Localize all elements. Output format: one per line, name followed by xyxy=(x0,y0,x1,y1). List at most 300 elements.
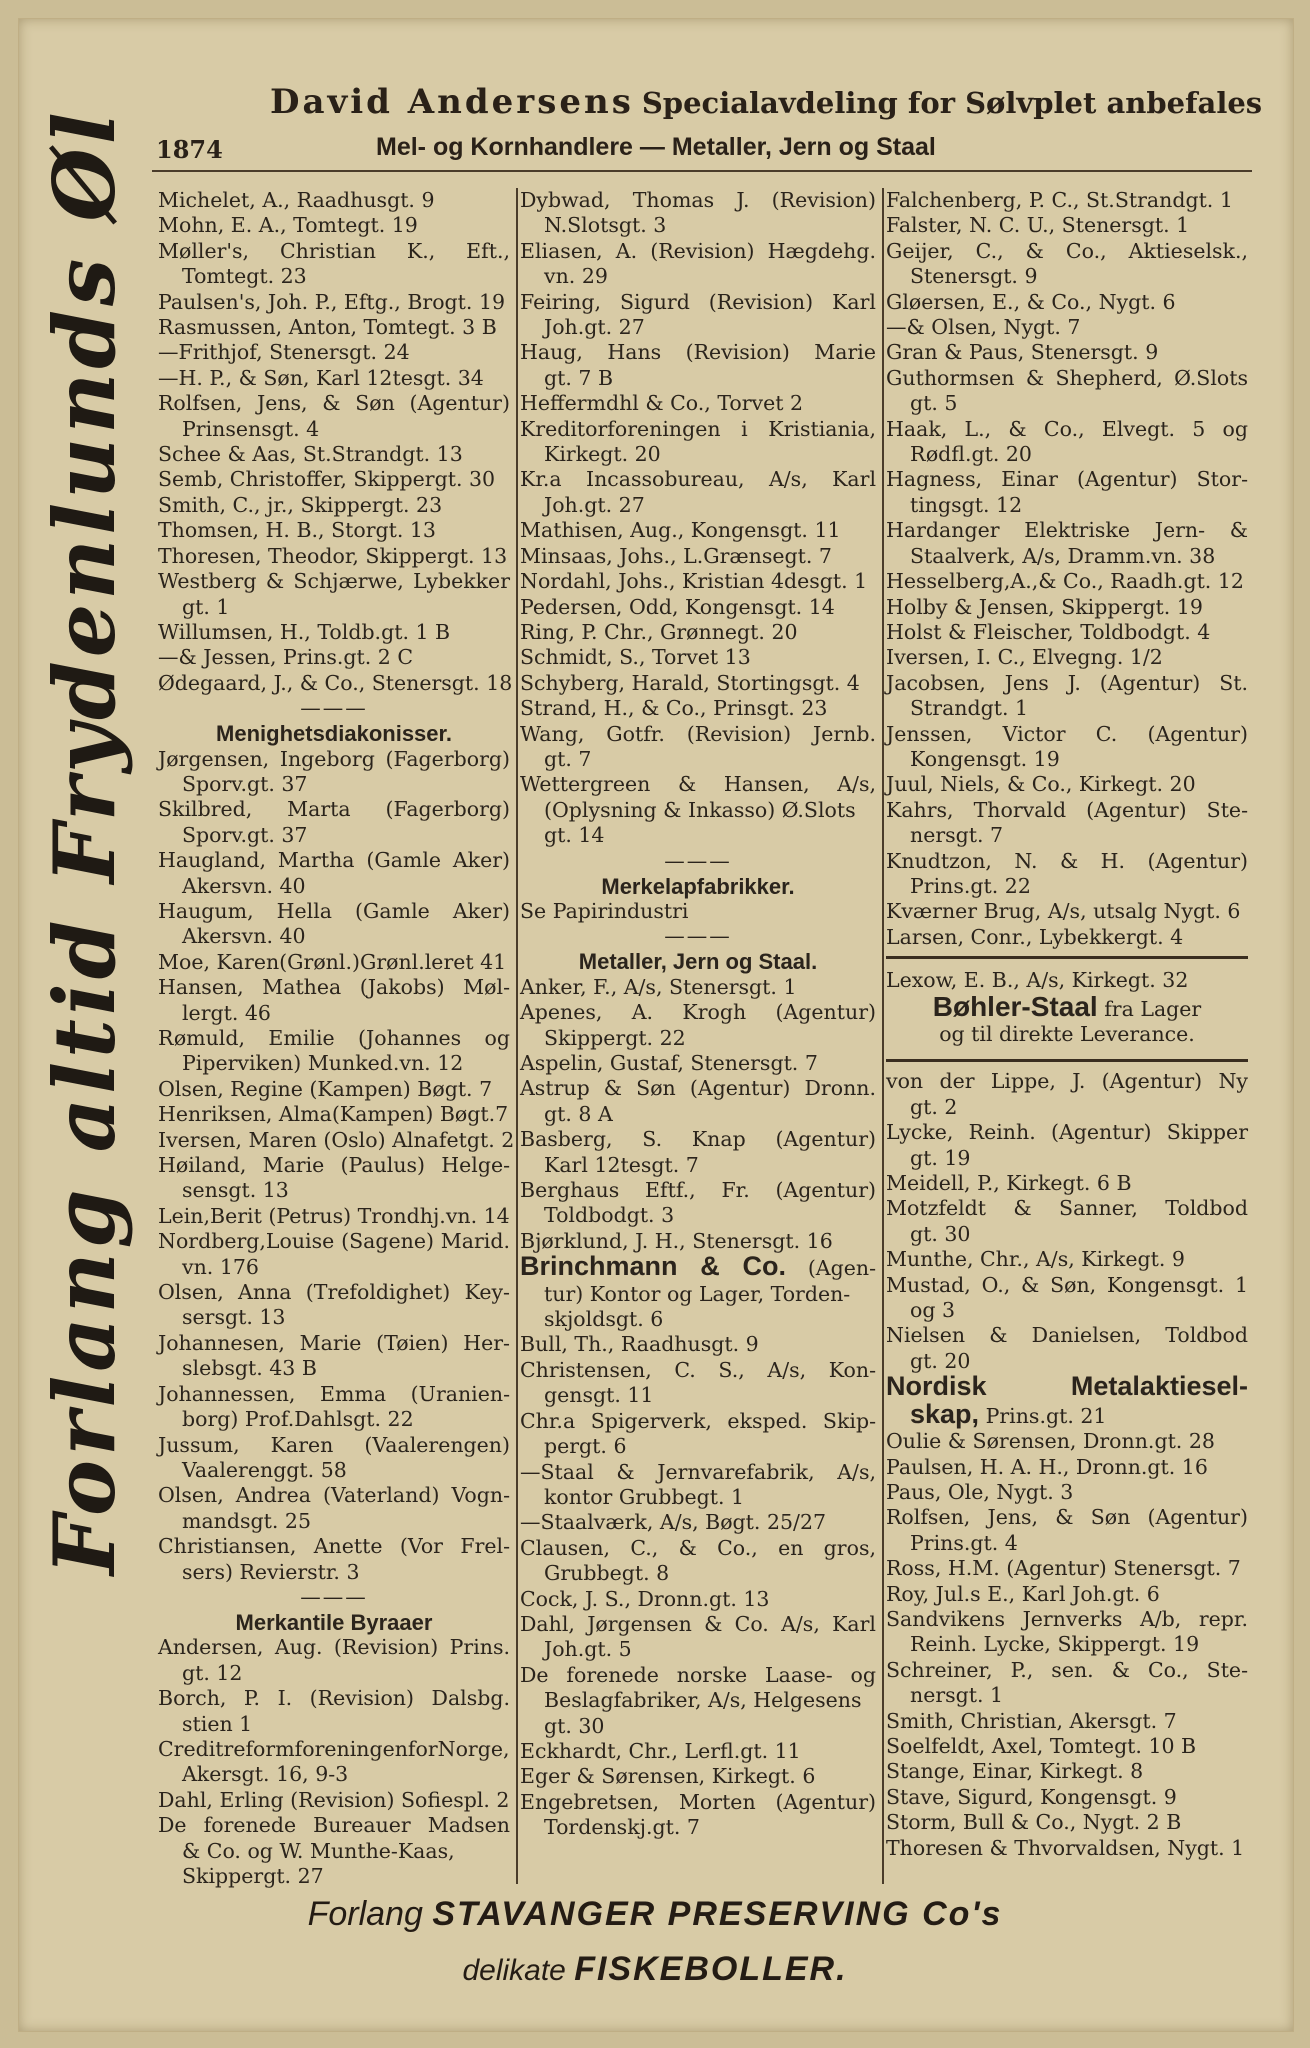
entry-line-2: Staalverk, A/s, Dramm.vn. 38 xyxy=(910,543,1216,568)
entry-line-1: Mohn, E. A., Tomtegt. 19 xyxy=(158,213,418,238)
entry-line-1: Thoresen & Thvorvaldsen, Nygt. 1 xyxy=(886,1835,1245,1860)
entry-line-1: Westberg & Schjærwe, Lybekker xyxy=(158,569,510,594)
list-item xyxy=(886,239,1248,290)
entry-line-1: Chr.a Spigerverk, eksped. Skip- xyxy=(520,1408,876,1433)
entry-line-1: Schmidt, S., Torvet 13 xyxy=(520,645,751,670)
entry-line-1: Jussum, Karen (Vaalerengen) xyxy=(158,1432,510,1457)
entry-line-2: gt. 8 A xyxy=(544,1101,613,1126)
list-item xyxy=(520,1460,876,1511)
entry-line-1: Juul, Niels, & Co., Kirkegt. 20 xyxy=(886,772,1196,797)
entry-line-1: Smith, C., jr., Skippergt. 23 xyxy=(158,492,443,517)
entry-line-2: stien 1 xyxy=(182,1711,253,1736)
column-2 xyxy=(520,188,876,1841)
entry-line-1: Haugland, Martha (Gamle Aker) xyxy=(158,848,510,873)
list-item xyxy=(886,1429,1248,1454)
footer-line1-brand: STAVANGER PRESERVING Co's xyxy=(432,1895,1003,1933)
list-item xyxy=(886,1480,1248,1505)
entry-line-1: Pedersen, Odd, Kongensgt. 14 xyxy=(520,594,835,619)
list-item xyxy=(520,1251,876,1332)
entry-line-1: Iversen, Maren (Oslo) Alnafetgt. 2 xyxy=(158,1127,515,1152)
entry-line-1: Eger & Sørensen, Kirkegt. 6 xyxy=(520,1764,816,1789)
entry-line-1: Paulsen, H. A. H., Dronn.gt. 16 xyxy=(886,1454,1208,1479)
list-item xyxy=(886,1785,1248,1810)
list-item xyxy=(520,1764,876,1789)
entry-line-1: Jørgensen, Ingeborg (Fagerborg) xyxy=(158,746,510,771)
list-item xyxy=(520,1051,876,1076)
entry-line-1: Rasmussen, Anton, Tomtegt. 3 B xyxy=(158,315,497,340)
box-ad-source: fra Lager xyxy=(1104,996,1202,1021)
list-item xyxy=(158,1127,515,1153)
entry-line-1: Minsaas, Johs., L.Grænsegt. 7 xyxy=(520,543,832,568)
list-item xyxy=(886,1120,1248,1171)
entry-line-2: Toldbodgt. 3 xyxy=(544,1203,675,1228)
entry-line-1: Stave, Sigurd, Kongensgt. 9 xyxy=(886,1784,1177,1809)
list-item xyxy=(158,1153,510,1204)
entry-line-2: sers) Revierstr. 3 xyxy=(182,1559,360,1584)
list-item xyxy=(158,1686,510,1737)
entry-line-1: CreditreformforeningenforNorge, xyxy=(158,1736,510,1761)
list-item xyxy=(520,1000,876,1051)
entry-line-2: Reinh. Lycke, Skippergt. 19 xyxy=(910,1632,1200,1657)
list-item xyxy=(158,391,510,442)
list-item xyxy=(886,1196,1248,1247)
list-item xyxy=(520,569,876,594)
entry-line-2: Kongensgt. 19 xyxy=(910,746,1060,771)
list-item xyxy=(886,315,1248,340)
list-item xyxy=(158,1331,510,1382)
list-item xyxy=(886,290,1248,315)
entry-line-1: Holby & Jensen, Skippergt. 19 xyxy=(886,594,1203,619)
entry-line-1: Anker, F., A/s, Stenersgt. 1 xyxy=(520,974,797,999)
entry-line-1: Se Papirindustri xyxy=(520,898,689,923)
entry-line-1: Dybwad, Thomas J. (Revision) xyxy=(520,188,876,212)
column-3 xyxy=(886,188,1248,1861)
list-item xyxy=(158,1483,510,1534)
section-heading: Metaller, Jern og Staal. xyxy=(578,949,818,975)
list-item xyxy=(158,1382,510,1433)
list-item xyxy=(158,620,510,645)
entry-line-1: Skilbred, Marta (Fagerborg) xyxy=(158,797,510,822)
footer-line2-product: FISKEBOLLER. xyxy=(574,1950,848,1988)
entry-line-1: Haug, Hans (Revision) Marie xyxy=(520,340,876,365)
entry-line-1: Rolfsen, Jens, & Søn (Agentur) xyxy=(886,1505,1248,1530)
entry-firm-bold-cont: skap, xyxy=(910,1398,980,1429)
list-item xyxy=(158,290,510,315)
entry-line-1: Heffermdhl & Co., Torvet 2 xyxy=(520,391,804,416)
list-item xyxy=(520,620,876,645)
entry-line-2: Rødfl.gt. 20 xyxy=(910,442,1032,467)
entry-continuation: gt. 14 xyxy=(544,823,605,848)
footer-advertisement-line-1 xyxy=(0,1895,1310,1934)
entry-line-2: pergt. 6 xyxy=(544,1434,627,1459)
list-item xyxy=(158,518,510,543)
entry-line-1: Høiland, Marie (Paulus) Helge- xyxy=(158,1153,510,1178)
entry-line-1: Hardanger Elektriske Jern- & xyxy=(886,518,1248,543)
entry-line-1: Geijer, C., & Co., Aktieselsk., xyxy=(886,238,1248,263)
entry-line-2: Joh.gt. 27 xyxy=(544,315,645,340)
entry-line-2: Skippergt. 22 xyxy=(544,1025,686,1050)
entry-line-1: Henriksen, Alma(Kampen) Bøgt.7 xyxy=(158,1102,509,1127)
header-ad-name: David Andersens xyxy=(270,82,634,122)
entry-line-1: Clausen, C., & Co., en gros, xyxy=(520,1535,876,1560)
footer-line1-prefix: Forlang xyxy=(307,1895,423,1933)
section-separator: ——— xyxy=(300,696,368,721)
entry-line-1: Roy, Jul.s E., Karl Joh.gt. 6 xyxy=(886,1581,1160,1606)
entry-line-1: Falster, N. C. U., Stenersgt. 1 xyxy=(886,213,1190,238)
entry-line-1: Møller's, Christian K., Eft., xyxy=(158,238,510,263)
entry-line-2: Beslagfabriker, A/s, Helgesens xyxy=(544,1688,862,1713)
entry-line-1: Semb, Christoffer, Skippergt. 30 xyxy=(158,467,496,492)
list-item xyxy=(520,290,876,341)
footer-advertisement-line-2 xyxy=(0,1950,1310,1989)
entry-line-1: Michelet, A., Raadhusgt. 9 xyxy=(158,188,435,212)
entry-line-1: Bjørklund, J. H., Stenersgt. 16 xyxy=(520,1228,833,1253)
boxed-advertisement xyxy=(886,966,1248,1053)
list-item xyxy=(158,340,510,365)
entry-line-1: Christiansen, Anette (Vor Frel- xyxy=(158,1534,510,1559)
entry-line-1: Feiring, Sigurd (Revision) Karl xyxy=(520,289,876,314)
list-item xyxy=(886,1247,1248,1272)
box-ad-line-3: og til direkte Leverance. xyxy=(939,1022,1195,1046)
entry-line-2: (Oplysning & Inkasso) Ø.Slots xyxy=(544,797,856,822)
entry-line-2: gt. 30 xyxy=(910,1221,971,1246)
entry-line-1: Falchenberg, P. C., St.Strandgt. 1 xyxy=(886,188,1233,212)
box-ad-line-2 xyxy=(886,990,1248,1022)
entry-line-1: —H. P., & Søn, Karl 12tesgt. 34 xyxy=(158,365,484,390)
entry-line-1: Holst & Fleischer, Toldbodgt. 4 xyxy=(886,619,1211,644)
list-item xyxy=(520,1714,876,1739)
entry-line-2: gt. 7 B xyxy=(544,365,614,390)
entry-line-1: Wettergreen & Hansen, A/s, xyxy=(520,772,876,797)
list-item xyxy=(158,1864,510,1889)
entry-line-1: Eliasen, A. (Revision) Hægdehg. xyxy=(520,238,876,263)
entry-line-1: Kahrs, Thorvald (Agentur) Ste- xyxy=(886,797,1248,822)
column-divider-2 xyxy=(882,188,884,1884)
list-item xyxy=(158,366,510,391)
entry-line-2: N.Slotsgt. 3 xyxy=(544,213,667,238)
entry-line-1: Borch, P. I. (Revision) Dalsbg. xyxy=(158,1686,510,1711)
page-number: 1874 xyxy=(156,135,223,164)
entry-line-2: vn. 29 xyxy=(544,264,608,289)
entry-line-1: Basberg, S. Knap (Agentur) xyxy=(520,1127,876,1152)
list-item xyxy=(520,899,876,924)
entry-line-1: Haugum, Hella (Gamle Aker) xyxy=(158,898,510,923)
entry-line-2: gt. 5 xyxy=(910,391,958,416)
entry-line-2: gt. 19 xyxy=(910,1145,971,1170)
list-item xyxy=(158,1280,510,1331)
entry-line-1: Rolfsen, Jens, & Søn (Agentur) xyxy=(158,391,510,416)
entry-line-1: Hagness, Einar (Agentur) Stor- xyxy=(886,467,1248,492)
entry-line-2: Sporv.gt. 37 xyxy=(182,771,308,796)
entry-line-1: Dahl, Erling (Revision) Sofiespl. 2 xyxy=(158,1787,510,1812)
list-item xyxy=(520,772,876,823)
list-item xyxy=(886,1455,1248,1480)
entry-line-2: nersgt. 7 xyxy=(910,823,1004,848)
entry-line-1: Bull, Th., Raadhusgt. 9 xyxy=(520,1332,759,1357)
list-item xyxy=(158,544,510,569)
entry-firm-bold: Brinchmann & Co. xyxy=(520,1251,787,1282)
list-item xyxy=(520,1739,876,1764)
list-item xyxy=(520,1663,876,1714)
side-advertisement: Forlang altid Frydenlunds Øl xyxy=(35,108,134,1575)
entry-line-1: Olsen, Regine (Kampen) Bøgt. 7 xyxy=(158,1076,493,1101)
entry-line-2: & Co. og W. Munthe-Kaas, xyxy=(182,1838,455,1863)
list-item xyxy=(520,391,876,416)
entry-line-1: —& Jessen, Prins.gt. 2 C xyxy=(158,645,414,670)
entry-line-1: Larsen, Conr., Lybekkergt. 4 xyxy=(886,924,1184,949)
list-item xyxy=(158,1229,510,1280)
entry-line-1: Lycke, Reinh. (Agentur) Skipper xyxy=(886,1120,1248,1145)
list-item xyxy=(886,366,1248,417)
entry-line-2: gt. 20 xyxy=(910,1348,971,1373)
header-ad-text: Specialavdeling for Sølvplet anbefales xyxy=(641,86,1263,120)
entry-line-3: skjoldsgt. 6 xyxy=(544,1307,664,1332)
section-separator: ——— xyxy=(300,1584,368,1609)
list-item xyxy=(158,645,510,670)
header-advertisement xyxy=(270,82,1263,122)
list-item xyxy=(886,1556,1248,1581)
list-item xyxy=(886,722,1248,773)
list-item xyxy=(520,518,876,543)
list-item xyxy=(158,1788,510,1813)
list-item xyxy=(158,899,510,950)
list-item xyxy=(886,595,1248,620)
column-divider-1 xyxy=(516,188,518,1884)
section-heading: Merkantile Byraaer xyxy=(235,1609,433,1635)
entry-line-2: Vaalerenggt. 58 xyxy=(182,1457,347,1482)
list-item xyxy=(158,239,510,290)
page-subtitle: Mel- og Kornhandlere — Metaller, Jern og Staal xyxy=(376,133,936,161)
list-item xyxy=(520,696,876,721)
list-item xyxy=(520,671,876,696)
list-item xyxy=(886,188,1248,213)
box-rule-top xyxy=(886,956,1248,959)
entry-line-1: Aspelin, Gustaf, Stenersgt. 7 xyxy=(520,1051,818,1075)
list-item xyxy=(158,1635,510,1686)
list-item xyxy=(886,1171,1248,1196)
list-item xyxy=(520,1332,876,1357)
list-item xyxy=(886,1323,1248,1374)
entry-line-2: Grubbegt. 8 xyxy=(544,1561,670,1586)
entry-line-1: Engebretsen, Morten (Agentur) xyxy=(520,1789,876,1814)
list-item xyxy=(520,1612,876,1663)
entry-line-2: Strandgt. 1 xyxy=(910,696,1029,721)
entry-line-1: Jenssen, Victor C. (Agentur) xyxy=(886,721,1248,746)
entry-line-1: Moe, Karen(Grønl.)Grønl.leret 41 xyxy=(158,949,507,974)
list-item xyxy=(158,1077,510,1102)
entry-line-2: gensgt. 11 xyxy=(544,1383,654,1408)
entry-line-1: Schyberg, Harald, Stortingsgt. 4 xyxy=(520,670,860,695)
list-item xyxy=(158,1433,510,1484)
entry-line-2: sensgt. 13 xyxy=(182,1178,289,1203)
list-item xyxy=(158,467,510,492)
entry-line-1: Dahl, Jørgensen & Co. A/s, Karl xyxy=(520,1611,876,1636)
list-item xyxy=(886,417,1248,468)
list-item xyxy=(520,1510,876,1535)
entry-line-1: Motzfeldt & Sanner, Toldbod xyxy=(886,1196,1248,1221)
list-item xyxy=(520,1536,876,1587)
list-item xyxy=(886,925,1248,950)
list-item xyxy=(520,595,876,620)
entry-line-1: Mathisen, Aug., Kongensgt. 11 xyxy=(520,518,841,543)
entry-line-1: Munthe, Chr., A/s, Kirkegt. 9 xyxy=(886,1247,1185,1272)
entry-line-1: Christensen, C. S., A/s, Kon- xyxy=(520,1357,876,1382)
box-ad-product: Bøhler-Staal xyxy=(932,990,1098,1022)
entry-line-2: tingsgt. 12 xyxy=(910,492,1023,517)
entry-line-1: Iversen, I. C., Elvegng. 1/2 xyxy=(886,645,1163,670)
entry-line-2: vn. 176 xyxy=(182,1254,259,1279)
entry-line-1: Johannessen, Emma (Uranien- xyxy=(158,1381,510,1406)
entry-line-1: Kværner Brug, A/s, utsalg Nygt. 6 xyxy=(886,899,1241,924)
entry-line-1: Ross, H.M. (Agentur) Stenersgt. 7 xyxy=(886,1556,1241,1581)
list-item xyxy=(886,1709,1248,1734)
list-item xyxy=(520,1076,876,1127)
list-item xyxy=(886,1810,1248,1835)
entry-line-1: —Staalværk, A/s, Bøgt. 25/27 xyxy=(520,1510,827,1535)
entry-line-2: og 3 xyxy=(910,1298,956,1323)
list-item xyxy=(158,1204,510,1229)
list-item xyxy=(158,747,510,798)
entry-line-2: Tordenskj.gt. 7 xyxy=(544,1815,700,1840)
box-rule-bottom xyxy=(886,1059,1248,1062)
entry-line-1 xyxy=(520,1251,876,1282)
entry-line-2: Kirkegt. 20 xyxy=(544,442,661,467)
entry-line-2: tur) Kontor og Lager, Torden- xyxy=(544,1281,851,1306)
list-item xyxy=(886,620,1248,645)
entry-line-1 xyxy=(886,1371,1248,1402)
list-item xyxy=(886,1759,1248,1784)
entry-line-1: Knudtzon, N. & H. (Agentur) xyxy=(886,848,1248,873)
entry-continuation: Skippergt. 27 xyxy=(182,1864,324,1888)
entry-line-1: Ring, P. Chr., Grønnegt. 20 xyxy=(520,619,798,644)
list-item xyxy=(886,1836,1248,1861)
list-item xyxy=(886,671,1248,722)
list-item xyxy=(158,1534,510,1585)
list-item xyxy=(886,1505,1248,1556)
entry-line-1: Gløersen, E., & Co., Nygt. 6 xyxy=(886,289,1176,314)
entry-line-2: gt. 12 xyxy=(182,1660,243,1685)
entry-line-2: mandsgt. 25 xyxy=(182,1508,311,1533)
entry-line-1: —Frithjof, Stenersgt. 24 xyxy=(158,340,410,365)
list-item xyxy=(520,467,876,518)
list-item xyxy=(158,975,510,1026)
entry-line-2: Prinsensgt. 4 xyxy=(182,416,320,441)
entry-line-1: Rømuld, Emilie (Johannes og xyxy=(158,1026,510,1050)
list-item xyxy=(886,569,1248,594)
list-item xyxy=(886,1069,1248,1120)
entry-line-1: Andersen, Aug. (Revision) Prins. xyxy=(158,1635,510,1660)
list-item xyxy=(520,239,876,290)
list-item xyxy=(158,1737,510,1788)
list-item xyxy=(520,1790,876,1841)
entry-line-1: Hansen, Mathea (Jakobs) Møl- xyxy=(158,975,510,1000)
entry-line-1: Guthormsen & Shepherd, Ø.Slots xyxy=(886,365,1248,390)
entry-line-2: kontor Grubbegt. 1 xyxy=(544,1484,745,1509)
entry-line-2: Karl 12tesgt. 7 xyxy=(544,1152,699,1177)
list-item xyxy=(520,1178,876,1229)
list-item xyxy=(886,1607,1248,1658)
entry-address: Prins.gt. 21 xyxy=(985,1403,1107,1428)
list-item xyxy=(158,188,510,213)
entry-line-2: nersgt. 1 xyxy=(910,1683,1004,1708)
entry-line-1: Strand, H., & Co., Prinsgt. 23 xyxy=(520,696,828,721)
list-item xyxy=(886,1371,1248,1429)
entry-line-2: Joh.gt. 27 xyxy=(544,492,645,517)
list-item xyxy=(520,188,876,239)
list-item xyxy=(158,1026,510,1077)
entry-line-2: slebsgt. 43 B xyxy=(182,1356,317,1381)
entry-line-1: Ødegaard, J., & Co., Stenersgt. 18 xyxy=(158,670,513,695)
list-item xyxy=(158,569,510,620)
box-ad-firm: Lexow, E. B., A/s, Kirkegt. 32 xyxy=(886,968,1189,993)
entry-line-1: Wang, Gotfr. (Revision) Jernb. xyxy=(520,721,876,746)
entry-line-2: Piperviken) Munked.vn. 12 xyxy=(182,1051,464,1076)
entry-line-2: gt. 7 xyxy=(544,746,592,771)
list-item xyxy=(158,1102,510,1127)
entry-line-1: Mustad, O., & Søn, Kongensgt. 1 xyxy=(886,1272,1248,1297)
entry-line-1: Eckhardt, Chr., Lerfl.gt. 11 xyxy=(520,1738,801,1763)
entry-firm-bold: Nordisk Metalaktiesel- xyxy=(886,1371,1248,1402)
section-heading: Menighetsdiakonisser. xyxy=(216,721,452,747)
list-item xyxy=(520,1409,876,1460)
entry-line-2: Stenersgt. 9 xyxy=(910,264,1038,289)
entry-line-1: Nielsen & Danielsen, Toldbod xyxy=(886,1323,1248,1348)
list-item xyxy=(886,1582,1248,1607)
list-item xyxy=(158,442,510,467)
entry-line-1: Gran & Paus, Stenersgt. 9 xyxy=(886,340,1159,365)
entry-line-1: —Staal & Jernvarefabrik, A/s, xyxy=(520,1459,876,1484)
list-item xyxy=(886,340,1248,365)
entry-line-2: Akersvn. 40 xyxy=(182,924,306,949)
list-item xyxy=(520,1127,876,1178)
entry-line-1: Sandvikens Jernverks A/b, repr. xyxy=(886,1606,1248,1631)
column-1 xyxy=(158,188,515,1889)
list-item xyxy=(158,315,510,340)
list-item xyxy=(158,493,510,518)
entry-line-1: Stange, Einar, Kirkegt. 8 xyxy=(886,1759,1144,1784)
entry-line-1: Oulie & Sørensen, Dronn.gt. 28 xyxy=(886,1429,1215,1454)
section-separator: ——— xyxy=(664,848,732,873)
entry-line-2: Sporv.gt. 37 xyxy=(182,822,308,847)
entry-line-1: Hesselberg,A.,& Co., Raadh.gt. 12 xyxy=(886,569,1244,594)
list-item xyxy=(886,213,1248,238)
list-item xyxy=(520,417,876,468)
entry-line-1: Thoresen, Theodor, Skippergt. 13 xyxy=(158,543,508,568)
entry-line-2: Akersvn. 40 xyxy=(182,873,306,898)
entry-line-1: De forenede Bureauer Madsen xyxy=(158,1813,510,1838)
entry-line-1: Meidell, P., Kirkegt. 6 B xyxy=(886,1171,1132,1196)
header-rule xyxy=(152,170,1252,172)
entry-line-2: sersgt. 13 xyxy=(182,1305,286,1330)
entry-line-1: Soelfeldt, Axel, Tomtegt. 10 B xyxy=(886,1733,1197,1758)
entry-line-1: Kreditorforeningen i Kristiania, xyxy=(520,416,876,441)
entry-line-1: Berghaus Eftf., Fr. (Agentur) xyxy=(520,1178,876,1203)
list-item xyxy=(520,1358,876,1409)
list-item xyxy=(886,772,1248,797)
list-item xyxy=(520,823,876,848)
entry-line-1: Haak, L., & Co., Elvegt. 5 og xyxy=(886,416,1248,441)
entry-line-1: Jacobsen, Jens J. (Agentur) St. xyxy=(886,670,1248,695)
entry-line-1: Paulsen's, Joh. P., Eftg., Brogt. 19 xyxy=(158,289,506,314)
entry-line-1: Willumsen, H., Toldb.gt. 1 B xyxy=(158,619,451,644)
list-item xyxy=(520,544,876,569)
entry-line-1: Nordahl, Johs., Kristian 4desgt. 1 xyxy=(520,569,868,594)
entry-line-1: Apenes, A. Krogh (Agentur) xyxy=(520,1000,876,1025)
list-item xyxy=(886,798,1248,849)
entry-line-1: Schee & Aas, St.Strandgt. 13 xyxy=(158,442,463,467)
entry-continuation: gt. 30 xyxy=(544,1713,605,1738)
list-item xyxy=(886,1658,1248,1709)
